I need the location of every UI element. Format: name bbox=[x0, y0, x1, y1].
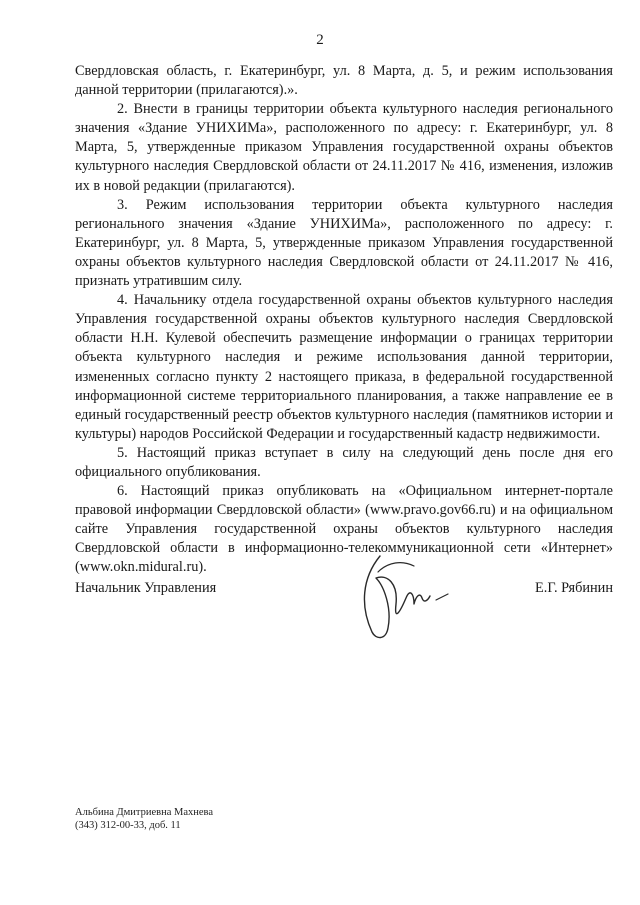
paragraph-item-2: 2. Внести в границы территории объекта культурного наследия регионального значения «Здание УНИХИМа», расположенного по адресу: г. Екатеринбург, ул. 8 Марта, 5, утвержденные приказом Управления государственной охраны объектов культурного наследия Свердловской области от 24.11.2017 № 416, изменения, изложив их в новой редакции (прилагаются). bbox=[75, 101, 613, 194]
executor-info bbox=[75, 806, 213, 832]
paragraph-item-4: 4. Начальнику отдела государственной охраны объектов культурного наследия Управления государственной охраны объектов культурного наследия Свердловской области Н.Н. Кулевой обеспечить размещение информации о границах территории объекта культурного наследия и режиме использования данной территории, измененных согласно пункту 2 настоящего приказа, в федеральной государственной информационной системе территориального планирования, а также направление ее в единый государственный реестр объектов культурного наследия (памятников истории и культуры) народов Российской Федерации и государственный кадастр недвижимости. bbox=[75, 292, 613, 442]
executor-name: Альбина Дмитриевна Махнева bbox=[75, 807, 214, 818]
handwritten-signature bbox=[358, 548, 458, 648]
signatory-position: Начальник Управления bbox=[75, 580, 217, 596]
signatory-name: Е.Г. Рябинин bbox=[535, 580, 613, 596]
executor-phone: (343) 312-00-33, доб. 11 bbox=[75, 820, 181, 831]
paragraph-continuation: Свердловская область, г. Екатеринбург, ул. 8 Марта, д. 5, и режим использования данной территории (прилагаются).». bbox=[75, 63, 613, 99]
document-body bbox=[75, 62, 613, 578]
page-number: 2 bbox=[316, 32, 324, 48]
signature-block bbox=[75, 580, 613, 600]
paragraph-item-3: 3. Режим использования территории объекта культурного наследия регионального значения «Здание УНИХИМа», расположенного по адресу: г. Екатеринбург, ул. 8 Марта, 5, утвержденные приказом Управления государственной охраны объектов культурного наследия Свердловской области от 24.11.2017 № 416, признать утратившим силу. bbox=[75, 196, 613, 290]
paragraph-item-5: 5. Настоящий приказ вступает в силу на следующий день после дня его официального опубликования. bbox=[75, 444, 613, 480]
paragraph-item-6: 6. Настоящий приказ опубликовать на «Официальном интернет-портале правовой информации Свердловской области» (www.pravo.gov66.ru) и на официальном сайте Управления государственной охраны объектов культурного наследия Свердловской области в информационно-телекоммуникационной сети «Интернет» (www.okn.midural.ru). bbox=[75, 483, 613, 576]
